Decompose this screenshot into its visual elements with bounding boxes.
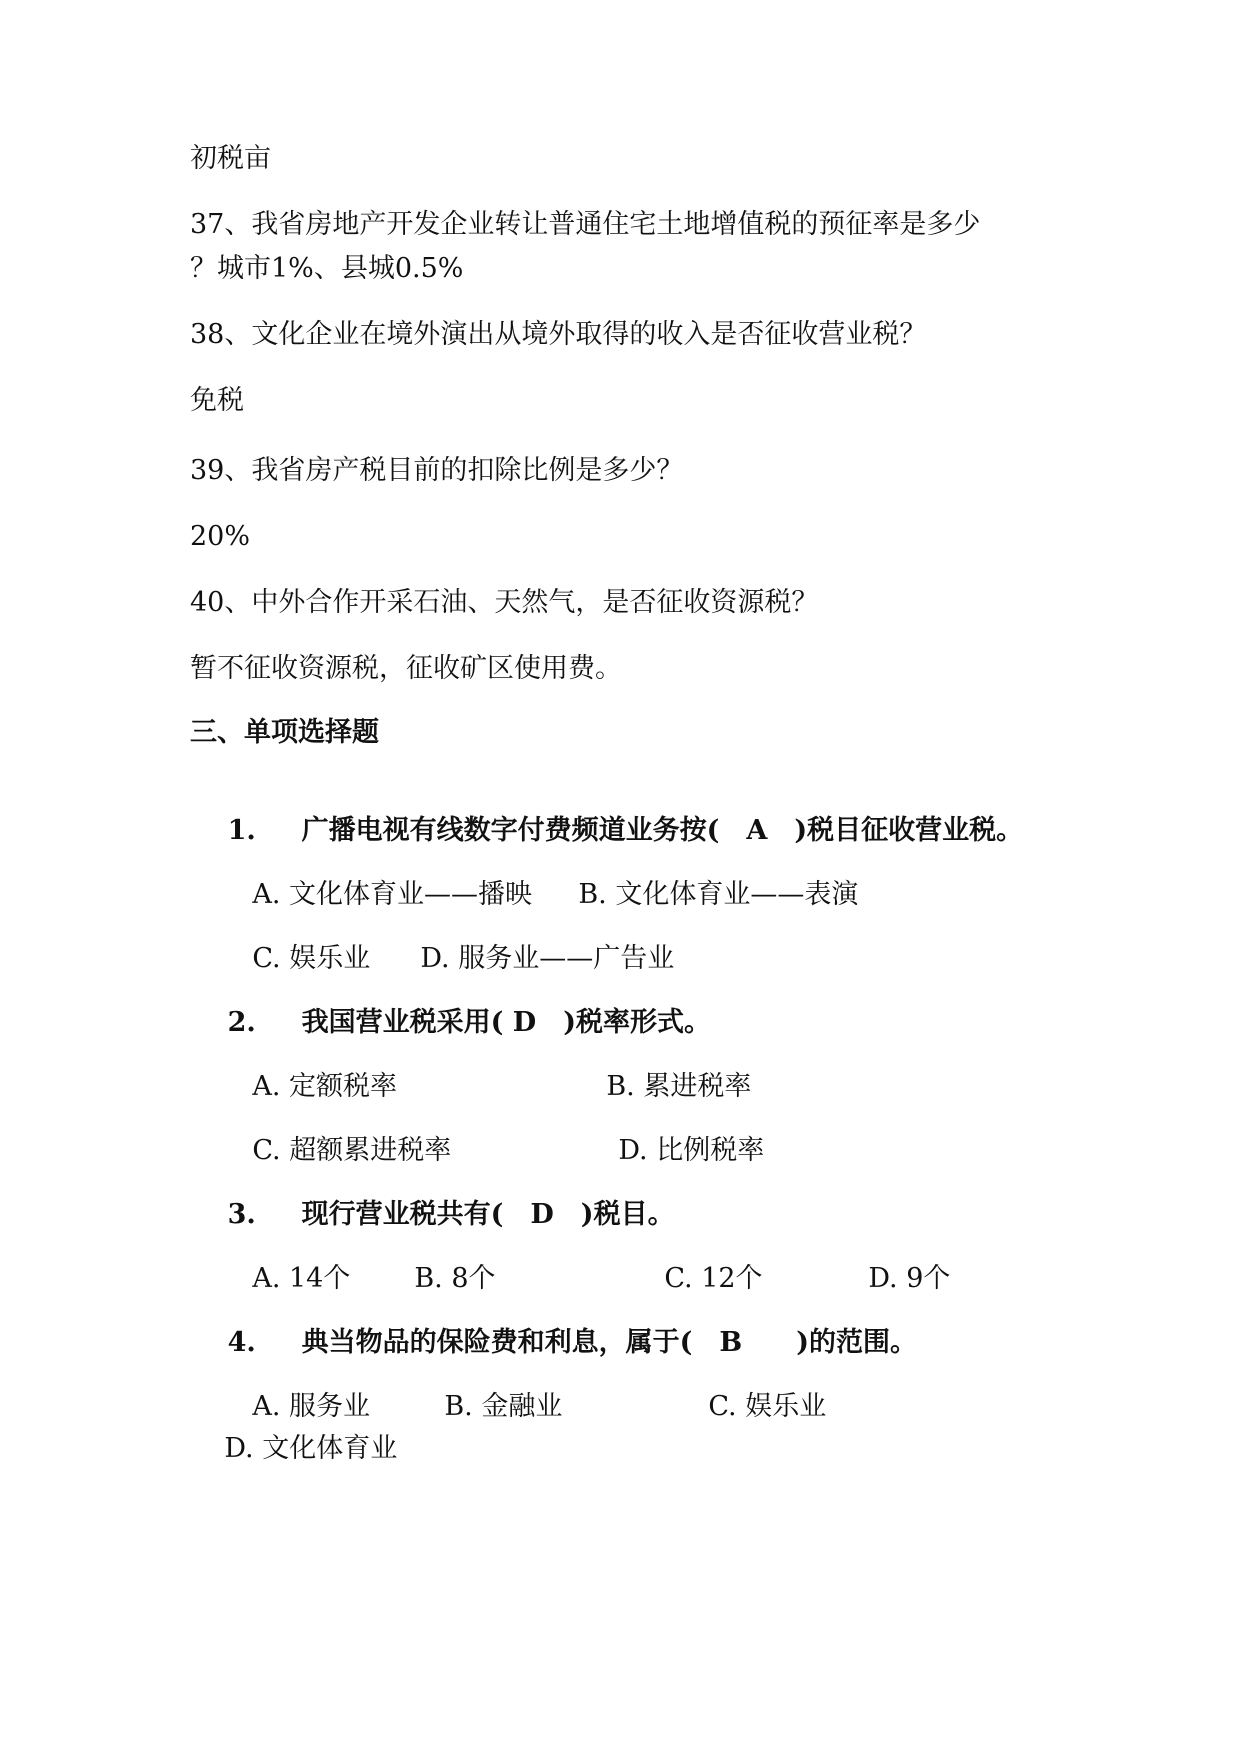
question-40: 40、中外合作开采石油、天然气，是否征收资源税？ (190, 587, 819, 618)
question-text: 我国营业税采用( D )税率形式。 (301, 1007, 711, 1038)
option-d: D. 比例税率 (618, 1135, 765, 1166)
question-number: 3. (227, 1199, 256, 1230)
text-line: 初税亩 (190, 143, 271, 174)
question-38: 38、文化企业在境外演出从境外取得的收入是否征收营业税？ (190, 319, 927, 350)
answer-37: ？城市1%、县城0.5% (190, 253, 464, 284)
answer-38: 免税 (190, 385, 244, 416)
option-d: D. 服务业——广告业 (420, 943, 675, 974)
option-c: C. 12个 (664, 1263, 763, 1294)
section-title: 三、单项选择题 (190, 717, 379, 748)
question-39: 39、我省房产税目前的扣除比例是多少？ (190, 455, 684, 486)
question-37: 37、我省房地产开发企业转让普通住宅土地增值税的预征率是多少 (190, 209, 981, 240)
option-a: A. 文化体育业——播映 (252, 879, 533, 910)
option-b: B. 8个 (414, 1263, 496, 1294)
option-c: C. 超额累进税率 (252, 1135, 452, 1166)
option-c: C. 娱乐业 (708, 1391, 827, 1422)
option-c: C. 娱乐业 (252, 943, 371, 974)
question-number: 2. (227, 1007, 256, 1038)
question-text: 广播电视有线数字付费频道业务按( A )税目征收营业税。 (301, 815, 1024, 846)
question-number: 1. (227, 815, 256, 846)
option-b: B. 文化体育业——表演 (578, 879, 859, 910)
question-text: 典当物品的保险费和利息，属于( B )的范围。 (301, 1327, 917, 1358)
question-text: 现行营业税共有( D )税目。 (301, 1199, 675, 1230)
question-number: 4. (227, 1327, 256, 1358)
option-a: A. 14个 (252, 1263, 351, 1294)
option-b: B. 金融业 (444, 1391, 563, 1422)
answer-39: 20% (190, 521, 251, 552)
option-b: B. 累进税率 (606, 1071, 752, 1102)
option-d: D. 9个 (868, 1263, 951, 1294)
option-a: A. 定额税率 (252, 1071, 398, 1102)
answer-40: 暂不征收资源税，征收矿区使用费。 (190, 653, 622, 684)
option-d: D. 文化体育业 (224, 1433, 398, 1464)
mc-options-4b (190, 1398, 397, 1500)
option-a: A. 服务业 (252, 1391, 371, 1422)
